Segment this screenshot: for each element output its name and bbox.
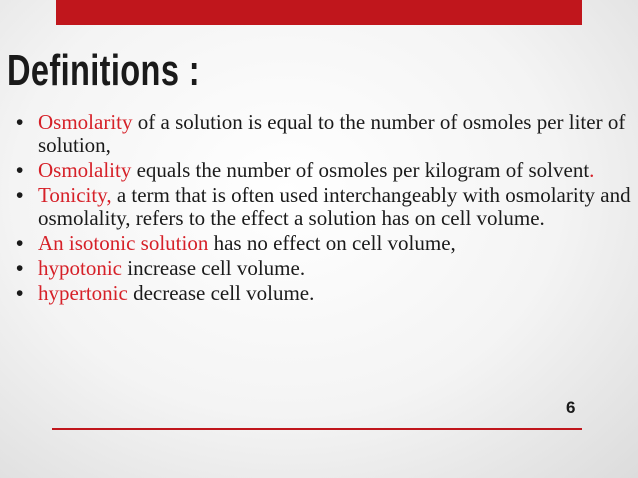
definition-list	[16, 111, 636, 307]
definition-text: of a solution is equal to the number of osmoles per liter of solution,	[38, 110, 626, 157]
term-isotonic: An isotonic solution	[38, 231, 209, 255]
bottom-divider	[52, 428, 582, 430]
definition-text: a term that is often used interchangeably with osmolarity and osmolality, refers to the effect a solution has on cell volume.	[38, 183, 631, 230]
definition-text: increase cell volume.	[122, 256, 306, 280]
list-item	[16, 257, 636, 280]
list-item	[16, 184, 636, 230]
definition-text: equals the number of osmoles per kilogram of solvent	[131, 158, 590, 182]
term-hypotonic: hypotonic	[38, 256, 122, 280]
term-hypertonic: hypertonic	[38, 281, 128, 305]
top-accent-bar	[56, 0, 582, 25]
term-osmolality: Osmolality	[38, 158, 132, 182]
slide-title: Definitions :	[7, 46, 200, 95]
page-number: 6	[566, 398, 576, 417]
term-osmolarity: Osmolarity	[38, 110, 133, 134]
term-tonicity: Tonicity,	[38, 183, 112, 207]
list-item	[16, 159, 636, 182]
list-item	[16, 111, 636, 157]
list-item	[16, 282, 636, 305]
definition-suffix: .	[589, 158, 595, 182]
list-item	[16, 232, 636, 255]
definition-text: decrease cell volume.	[127, 281, 315, 305]
definition-text: has no effect on cell volume,	[208, 231, 456, 255]
